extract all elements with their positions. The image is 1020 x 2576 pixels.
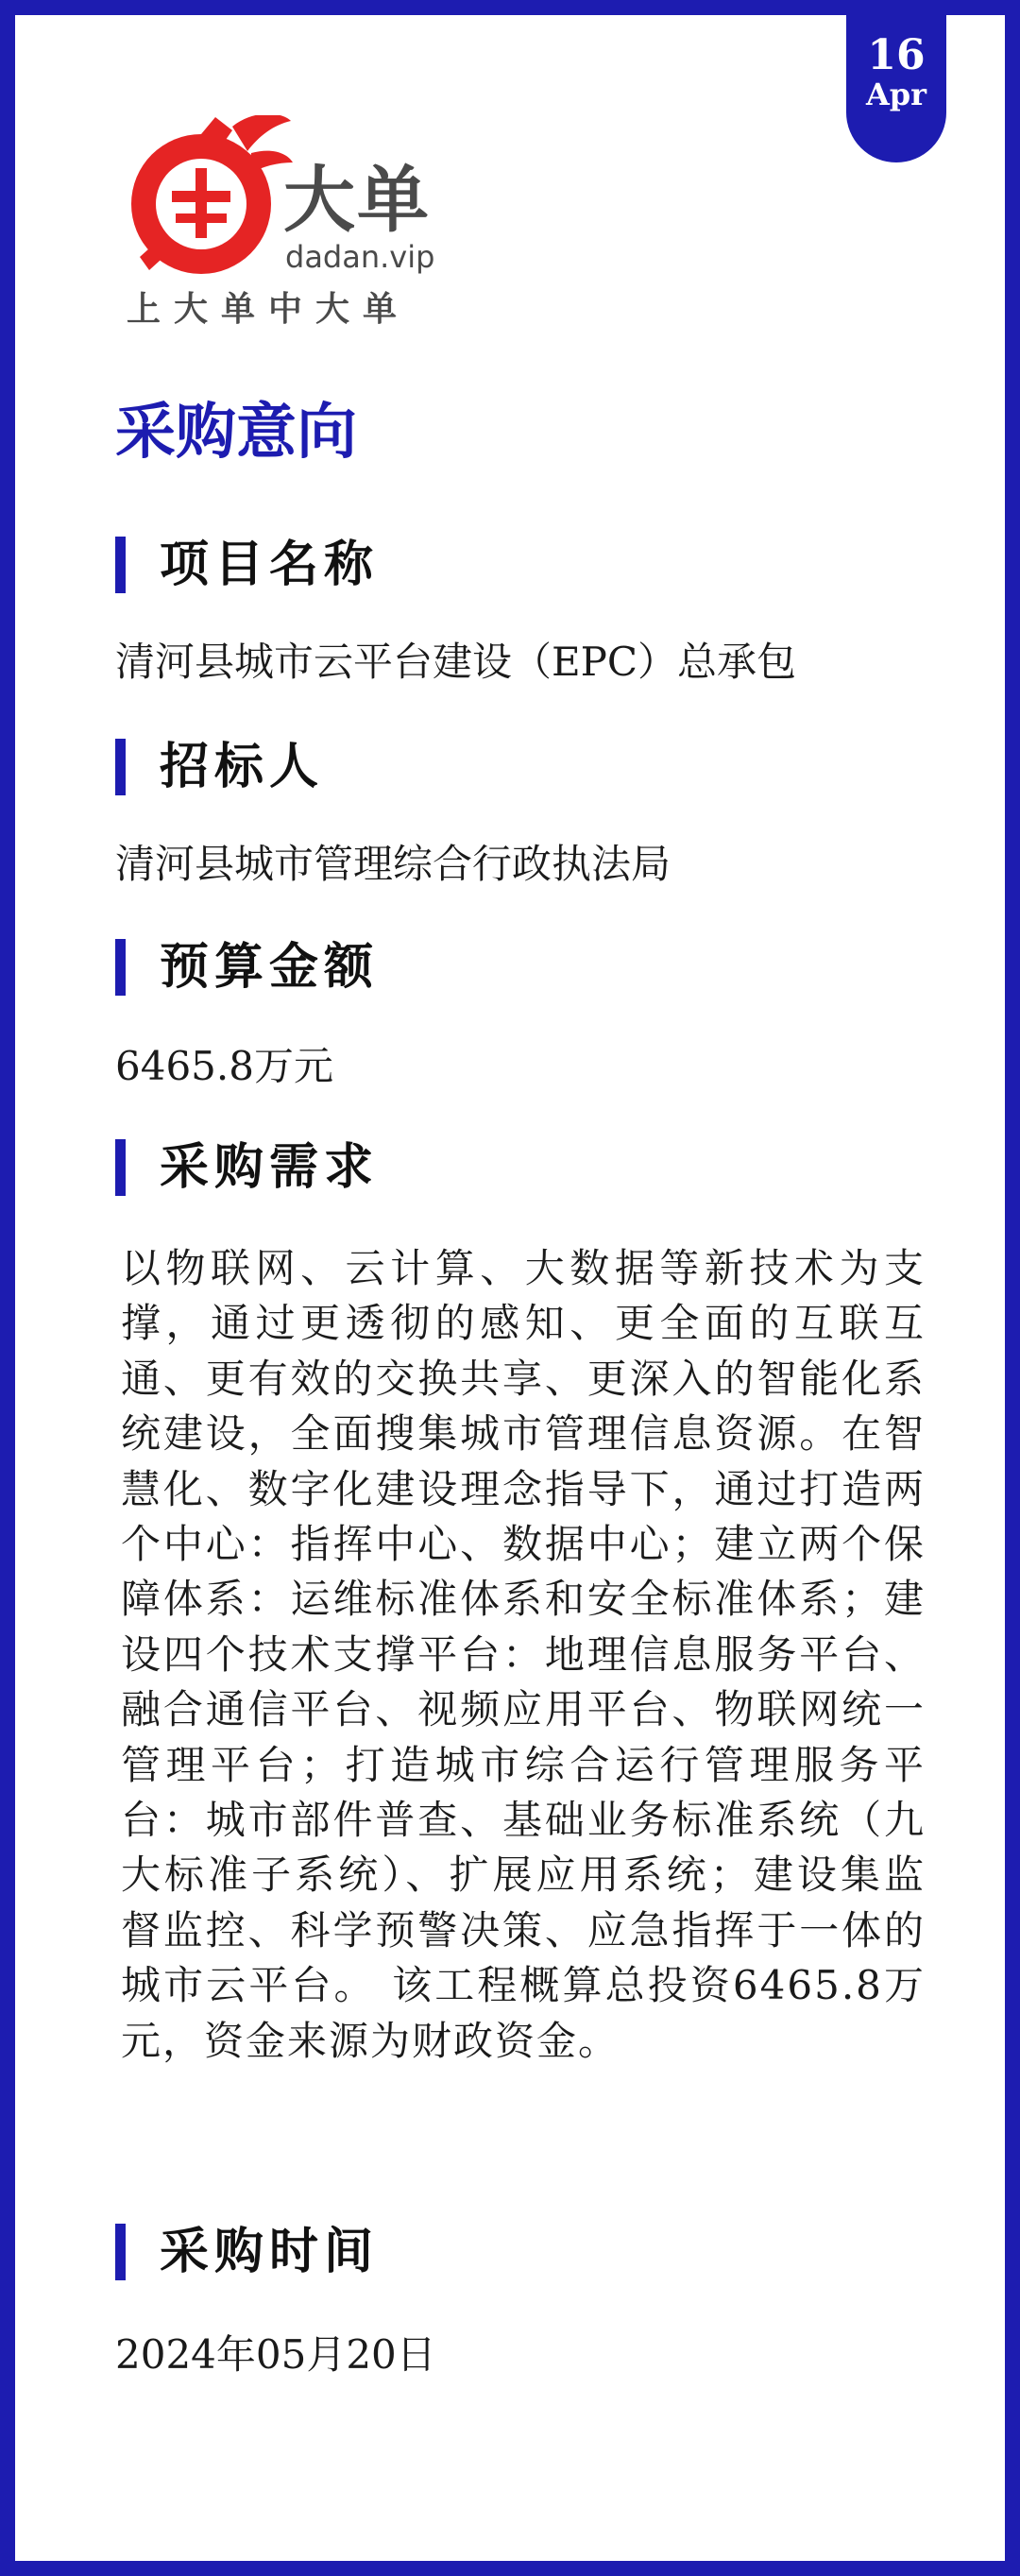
tenderer-name: 清河县城市管理综合行政执法局 (115, 841, 672, 887)
brand-slogan: 上大单中大单 (127, 290, 411, 329)
section-label: 招标人 (160, 738, 325, 795)
date-month: Apr (865, 77, 927, 112)
section-heading-demand (115, 1139, 379, 1196)
section-label: 预算金额 (160, 938, 380, 996)
section-label: 项目名称 (160, 536, 380, 593)
section-marker (115, 2224, 126, 2280)
section-label: 采购需求 (160, 1138, 380, 1196)
date-badge (846, 0, 946, 162)
page-title: 采购意向 (115, 397, 357, 468)
brand-name: 大单 (283, 158, 431, 242)
section-label: 采购时间 (160, 2223, 380, 2280)
section-heading-time (115, 2224, 379, 2280)
brand-url: dadan.vip (285, 239, 435, 275)
section-heading-project (115, 537, 379, 593)
section-marker (115, 739, 126, 795)
section-marker (115, 1139, 126, 1196)
section-heading-tenderer (115, 739, 324, 795)
demand-description: 以物联网、云计算、大数据等新技术为支撑，通过更透彻的感知、更全面的互联互通、更有效的交换共享、更深入的智能化系统建设，全面搜集城市管理信息资源。在智慧化、数字化建设理念指导下，通过打造两个中心：指挥中心、数据中心；建立两个保障体系：运维标准体系和安全标准体系；建设四个技术支撑平台：地理信息服务平台、融合通信平台、视频应用平台、物联网统一管理平台；打造城市综合运行管理服务平台：城市部件普查、基础业务标准系统（九大标准子系统）、扩展应用系统；建设集监督监控、科学预警决策、应急指挥于一体的城市云平台。 该工程概算总投资6465.8万元，资金来源为财政资金。 (121, 1245, 926, 2064)
procurement-date: 2024年05月20日 (115, 2331, 436, 2378)
section-marker (115, 537, 126, 593)
section-heading-budget (115, 939, 379, 996)
project-name: 清河县城市云平台建设（EPC）总承包 (115, 639, 797, 685)
budget-amount: 6465.8万元 (115, 1043, 333, 1089)
date-day: 16 (867, 31, 926, 79)
section-marker (115, 939, 126, 996)
